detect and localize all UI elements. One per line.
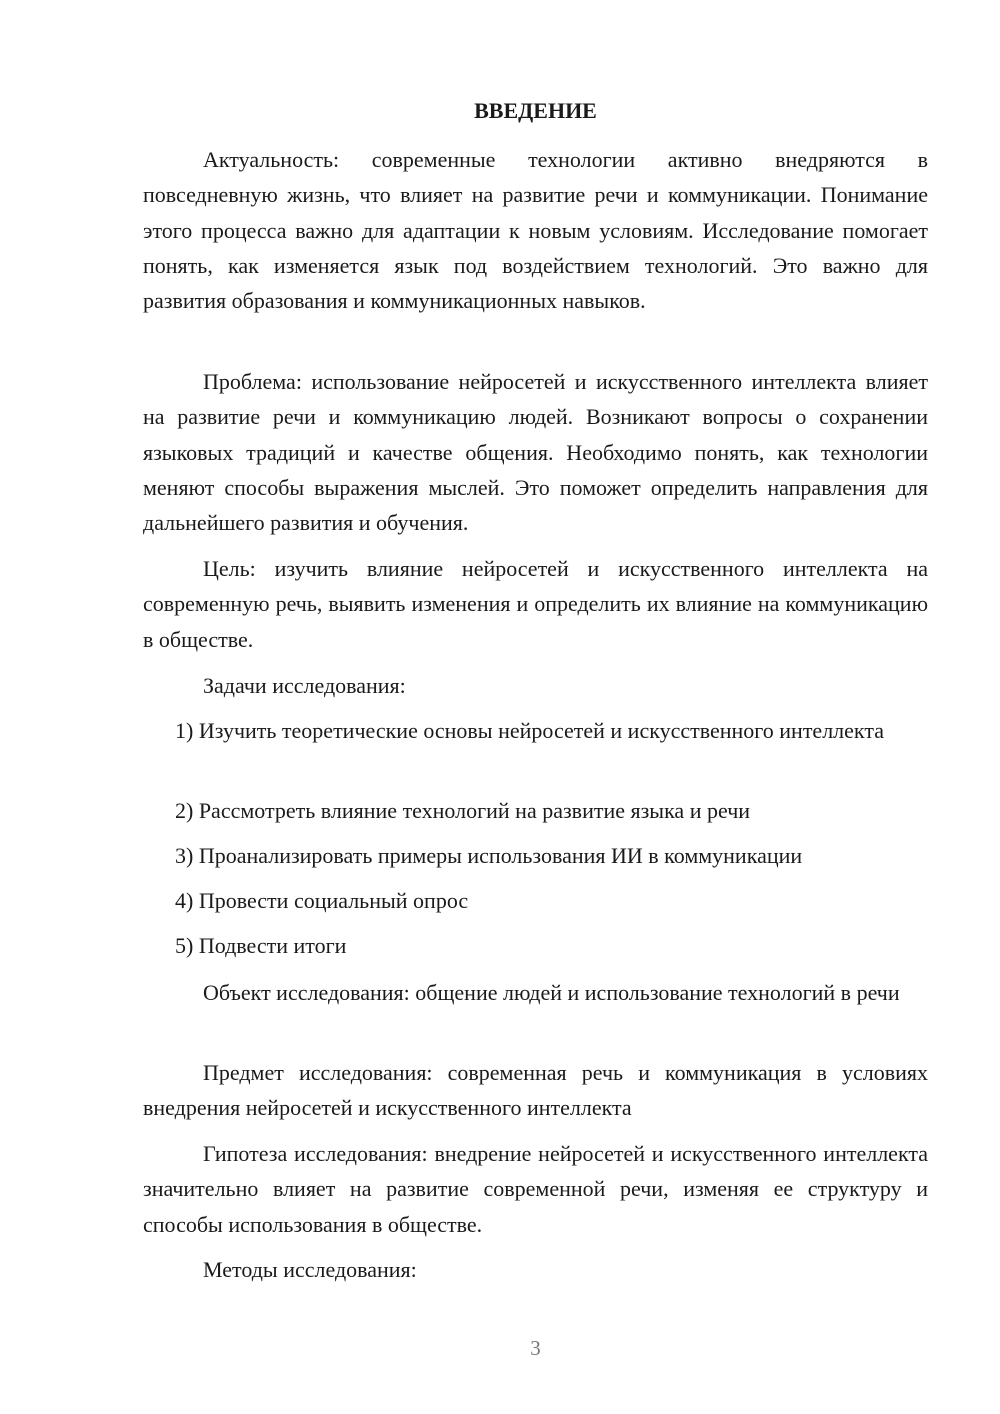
paragraph-object: Объект исследования: общение людей и использование технологий в речи <box>203 980 900 1005</box>
paragraph-problem: Проблема: использование нейросетей и искусственного интеллекта влияет на развитие речи и коммуникацию людей. Возникают вопросы о сохранении языковых традиций и качестве общения. Необходимо понять, как технологии меняют способы выражения мыслей. Это поможет определить направления для дальнейшего развития и обучения. <box>143 369 928 536</box>
task-item-1: 1) Изучить теоретические основы нейросетей и искусственного интеллекта <box>175 718 884 743</box>
document-page <box>143 0 928 1414</box>
tasks-heading: Задачи исследования: <box>203 673 406 698</box>
paragraph-goal: Цель: изучить влияние нейросетей и искусственного интеллекта на современную речь, выявить изменения и определить их влияние на коммуникацию в обществе. <box>143 556 928 652</box>
section-title: ВВЕДЕНИЕ <box>474 98 597 123</box>
task-item-5: 5) Подвести итоги <box>175 933 347 958</box>
task-item-3: 3) Проанализировать примеры использования ИИ в коммуникации <box>175 843 803 868</box>
paragraph-subject: Предмет исследования: современная речь и коммуникация в условиях внедрения нейросетей и искусственного интеллекта <box>143 1060 928 1121</box>
task-item-2: 2) Рассмотреть влияние технологий на развитие языка и речи <box>175 798 751 823</box>
page-number: 3 <box>530 1336 541 1360</box>
paragraph-relevance: Актуальность: современные технологии активно внедряются в повседневную жизнь, что влияет на развитие речи и коммуникации. Понимание этого процесса важно для адаптации к новым условиям. Исследование помогает понять, как изменяется язык под воздействием технологий. Это важно для развития образования и коммуникационных навыков. <box>143 147 928 314</box>
paragraph-hypothesis: Гипотеза исследования: внедрение нейросетей и искусственного интеллекта значительно влияет на развитие современной речи, изменяя ее структуру и способы использования в обществе. <box>143 1141 928 1237</box>
task-item-4: 4) Провести социальный опрос <box>175 888 469 913</box>
methods-heading: Методы исследования: <box>203 1257 417 1282</box>
